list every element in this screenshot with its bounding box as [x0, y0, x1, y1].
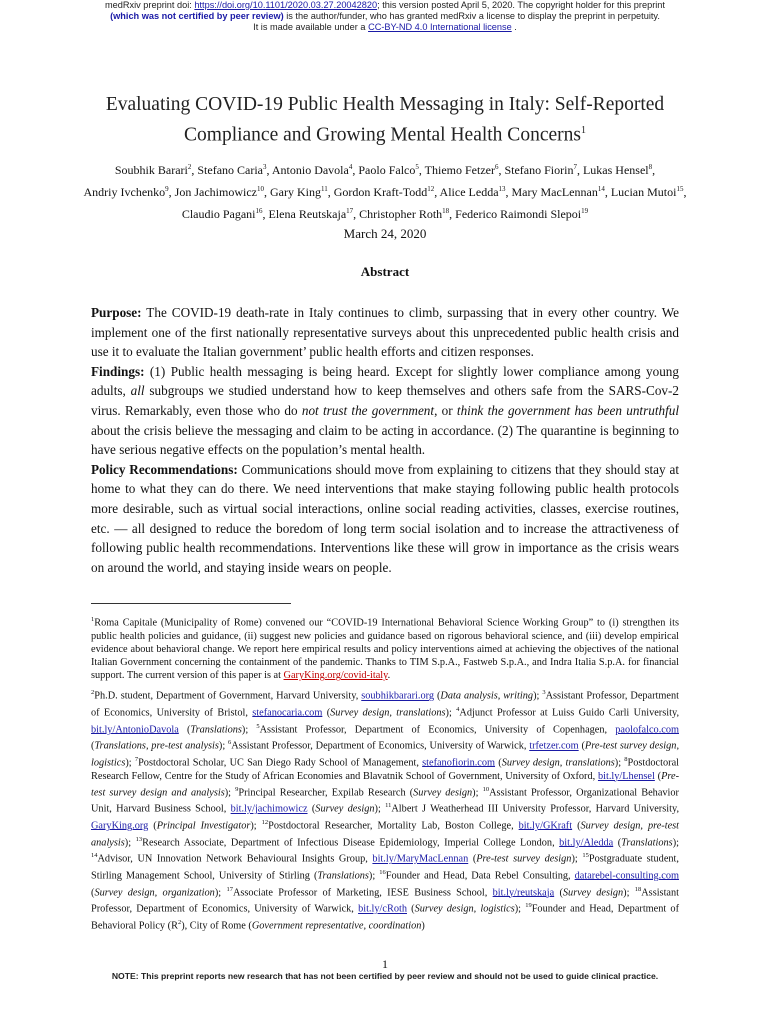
author-website-link[interactable]: bit.ly/Aledda: [559, 837, 614, 849]
affiliation-text: Principal Researcher, Expilab Research: [238, 787, 410, 799]
author-website-link[interactable]: bit.ly/cRoth: [358, 903, 407, 915]
author-website-link[interactable]: bit.ly/reutskaja: [492, 886, 555, 898]
separator: ;: [218, 886, 227, 898]
author-footnote-marker: 19: [581, 207, 589, 215]
author-footnote-marker: 7: [573, 163, 577, 171]
author-website-link[interactable]: datarebel-consulting.com: [574, 870, 679, 882]
author-role: Government representative, coordination: [251, 920, 422, 932]
affiliation-marker: 2: [91, 689, 95, 697]
doi-link[interactable]: https://doi.org/10.1101/2020.03.27.20042820: [194, 0, 378, 10]
author-role: Translations: [317, 870, 369, 882]
affiliation-marker: 3: [542, 689, 546, 697]
affiliation-text: ), City of Rome: [181, 920, 249, 932]
author-footnote-marker: 2: [187, 163, 192, 171]
findings-emphasis: all: [130, 383, 145, 399]
author-footnote-marker: 9: [165, 185, 169, 193]
author-website-link[interactable]: bit.ly/Lhensel: [597, 770, 655, 782]
findings-label: Findings:: [91, 363, 145, 379]
affiliation-marker: 10: [482, 785, 490, 793]
affiliation-text: Assistant Professor, Department of Economics, University of Warwick,: [91, 886, 680, 915]
author-name: Soubhik Barari: [114, 163, 188, 177]
separator: ;: [245, 724, 257, 736]
author-website-link[interactable]: bit.ly/jachimowicz: [230, 803, 308, 815]
license-link[interactable]: CC-BY-ND 4.0 International license: [368, 22, 512, 32]
author-name: Stefano Caria: [197, 163, 264, 177]
paper-date: March 24, 2020: [343, 226, 427, 241]
author-role: Survey design, pre-test analysis: [91, 820, 680, 849]
purpose-text: The COVID-19 death-rate in Italy continues to climb, surpassing that in every other country. We implement one of the first nationally representative surveys about this unprecedented public health crisis and use it to evaluate the Italian government’ public health efforts and citizen responses.: [91, 305, 679, 360]
footnote-1: [91, 613, 679, 682]
separator: ;: [448, 707, 457, 719]
author-website-link[interactable]: paolofalco.com: [615, 724, 679, 736]
author-name: Mary MacLennan: [511, 185, 598, 199]
peer-review-notice: (which was not certified by peer review): [110, 11, 284, 21]
author-footnote-marker: 12: [427, 185, 435, 193]
affiliation-marker: 16: [379, 868, 386, 876]
author-name: Antonio Davola: [271, 163, 349, 177]
author-role: Translations: [190, 724, 242, 736]
affiliation-text: Research Associate, Department of Infectious Disease Epidemiology, Imperial College London,: [142, 837, 560, 849]
policy-text: Communications should move from explaining to citizens that they should stay at home to what they can do there. We need interventions that make staying following public health protocols more desirable, such as virtual social interactions, online social reading activities, classes, exercise routines, etc. — all designed to reduce the boredom of long term social isolation and to increase the attractiveness of following public health recommendations. Interventions like these will grow in importance as the crisis wears on around the world, and staying inside wears on people.: [91, 461, 680, 575]
affiliation-text: Adjunct Professor at Luiss Guido Carli University,: [459, 707, 680, 719]
author-website-link[interactable]: trfetzer.com: [529, 740, 579, 752]
author-name: Andriy Ivchenko: [83, 185, 166, 199]
author-footnote-marker: 14: [597, 185, 605, 193]
separator: ;: [626, 886, 635, 898]
title-line-2: Compliance and Growing Mental Health Concerns: [184, 124, 581, 146]
affiliation-marker: 17: [226, 885, 233, 893]
author-role: Principal Investigator: [156, 820, 251, 832]
author-name: Alice Ledda: [439, 185, 499, 199]
affiliation-marker: 7: [134, 755, 139, 763]
affiliation-text: Assistant Professor, Department of Economics, University of Warwick,: [231, 740, 530, 752]
author-role: Survey design, organization: [94, 886, 215, 898]
affiliation-text: Postgraduate student, Stirling Management School, University of Stirling: [91, 853, 679, 882]
footnote-divider: [91, 603, 291, 604]
footnotes: [91, 613, 679, 936]
author-name: Elena Reutskaja: [268, 207, 347, 221]
author-website-link[interactable]: soubhikbarari.org: [361, 690, 434, 702]
affiliation-text: Founder and Head, Department of Behavioral Policy (R: [91, 903, 680, 932]
medrxiv-disclaimer: NOTE: This preprint reports new research that has not been certified by peer review and should not be used to guide clinical practice.: [111, 971, 659, 981]
author-name: Thiemo Fetzer: [424, 163, 495, 177]
affiliation-marker: 11: [385, 802, 392, 810]
author-role: Survey design: [413, 787, 473, 799]
affiliation-text: Postdoctoral Research Fellow, Centre for the Study of African Economies and Blavatnik School of Government, University of Oxford,: [91, 757, 679, 782]
author-website-link[interactable]: stefanocaria.com: [252, 707, 323, 719]
paper-title: [40, 92, 730, 149]
abstract-purpose: [91, 303, 679, 362]
separator: ;: [128, 757, 135, 769]
affiliation-marker: 15: [582, 852, 589, 860]
title-line-1: Evaluating COVID-19 Public Health Messaging in Italy: Self-Reported: [105, 94, 665, 115]
affiliation-text: Associate Professor of Marketing, IESE Business School,: [232, 886, 493, 898]
r-squared-superscript: 2: [177, 918, 182, 926]
footnote-marker: 1: [91, 616, 95, 623]
header-text: medRxiv preprint doi:: [105, 0, 195, 10]
page-number: 1: [382, 957, 388, 971]
findings-text: (1) Public health messaging is being heard. Except for slightly lower compliance among young adults,: [91, 363, 679, 399]
header-text: .: [511, 22, 517, 32]
author-name: Jon Jachimowicz: [174, 185, 257, 199]
affiliation-marker: 19: [525, 902, 532, 910]
author-name: Gary King: [269, 185, 321, 199]
abstract-body: [91, 303, 679, 577]
author-footnote-marker: 10: [256, 185, 264, 193]
title-footnote-marker: 1: [580, 125, 586, 136]
separator: ;: [372, 870, 380, 882]
affiliation-text: Albert J Weatherhead III University Professor, Harvard University,: [391, 803, 680, 815]
separator: ;: [228, 787, 236, 799]
findings-text: subgroups we studied understand how to keep themselves and others safe from the SARS-Cov-2 virus. Remarkably, even those who do: [91, 383, 679, 418]
separator: ;: [377, 803, 386, 815]
affiliation-text: Postdoctoral Researcher, Mortality Lab, Boston College,: [268, 820, 519, 832]
author-footnote-marker: 8: [648, 163, 653, 171]
author-footnote-marker: 5: [415, 163, 419, 171]
author-name: Federico Raimondi Slepoi: [455, 207, 582, 221]
affiliation-text: Advisor, UN Innovation Network Behavioural Insights Group,: [97, 853, 373, 865]
affiliation-text: Assistant Professor, Department of Economics, University of Bristol,: [91, 690, 679, 719]
author-footnote-marker: 6: [494, 163, 499, 171]
author-role: Survey design, translations: [501, 757, 615, 769]
author-role: Translations: [621, 837, 673, 849]
author-footnote-marker: 15: [676, 185, 684, 193]
author-footnote-marker: 4: [348, 163, 353, 171]
author-website-link[interactable]: bit.ly/MaryMacLennan: [372, 853, 469, 865]
author-name: Paolo Falco: [358, 163, 416, 177]
author-website-link[interactable]: bit.ly/AntonioDavola: [91, 724, 179, 736]
author-role: Data analysis, writing: [440, 690, 534, 702]
affiliation-marker: 13: [135, 835, 143, 843]
affiliation-marker: 5: [256, 722, 260, 730]
author-role: Translations, pre-test analysis: [94, 740, 219, 752]
affiliation-text: Postdoctoral Scholar, UC San Diego Rady School of Management,: [138, 757, 423, 769]
header-text: ; this version posted April 5, 2020. The copyright holder for this preprint: [377, 0, 665, 10]
affiliation-marker: 14: [91, 852, 98, 860]
author-name: Lukas Hensel: [582, 163, 649, 177]
separator: ;: [475, 787, 483, 799]
author-name: Lucian Mutoi: [610, 185, 677, 199]
separator: ;: [222, 740, 229, 752]
paper-url-link[interactable]: GaryKing.org/covid-italy: [283, 670, 388, 682]
author-role: Survey design: [562, 886, 624, 898]
affiliation-text: Assistant Professor, Department of Economics, University of Copenhagen,: [259, 724, 616, 736]
author-name: Gordon Kraft-Todd: [333, 185, 428, 199]
author-role: Survey design, translations: [330, 707, 446, 719]
author-website-link[interactable]: bit.ly/GKraft: [518, 820, 573, 832]
findings-text: , or: [434, 402, 457, 418]
author-name: Christopher Roth: [359, 207, 443, 221]
author-footnote-marker: 16: [255, 207, 263, 215]
separator: ;: [676, 837, 679, 849]
header-text: It is made available under a: [253, 22, 369, 32]
affiliation-marker: 6: [228, 739, 232, 747]
separator: ;: [518, 903, 526, 915]
policy-label: Policy Recommendations:: [91, 461, 238, 477]
findings-emphasis: think the government has been untruthful: [456, 402, 679, 418]
affiliation-marker: 8: [624, 755, 628, 763]
purpose-label: Purpose:: [91, 305, 142, 320]
abstract-heading: Abstract: [360, 264, 410, 279]
affiliation-marker: 12: [261, 819, 269, 827]
author-affiliations: $^2$Ph.D. student, Department of Government, Harvard University, soubhikbarari.org (Data analysis, writing); $^3$Assistant Professor, Department of Economics, University of Bristol, stefanocaria.com (Survey design, translations); $^4$Adjunct Professor at Luiss Guido Carli University, bit.ly/AntonioDavola (Translations); $^5$Assistant Professor, Department of Economics, University of Copenhagen, paolofalco.com (Translations, pre-test analysis); $^6$Assistant Professor, Department of Economics, University of Warwick, trfetzer.com (Pre-test survey design, logistics); $^7$Postdoctoral Scholar, UC San Diego Rady School of Management, stefanofiorin.com (Survey design, translations); $^8$Postdoctoral Research Fellow, Centre for the Study of African Economies and Blavatnik School of Government, University of Oxford, bit.ly/Lhensel (Pre-test survey design and analysis); $^9$Principal Researcher, Expilab Research (Survey design); $^{10}$Assistant Professor, Organizational Behavior Unit, Harvard Business School, bit.ly/jachimowicz (Survey design); $^{11}$Albert J Weatherhead III University Professor, Harvard University, GaryKing.org (Principal Investigator); $^{12}$Postdoctoral Researcher, Mortality Lab, Boston College, bit.ly/GKraft (Survey design, pre-test analysis); $^{13}$Research Associate, Department of Infectious Disease Epidemiology, Imperial College London, bit.ly/Aledda (Translations); $^{14}$Advisor, UN Innovation Network Behavioural Insights Group, bit.ly/MaryMacLennan (Pre-test survey design); $^{15}$Postgraduate student, Stirling Management School, University of Stirling (Translations); $^{16}$Founder and Head, Data Rebel Consulting, datarebel-consulting.com (Survey design, organization); $^{17}$Associate Professor of Marketing, IESE Business School, bit.ly/reutskaja (Survey design); $^{18}$Assistant Professor, Department of Economics, University of Warwick, bit.ly/cRoth (Survey design, logistics); $^{19}$Founder and Head, Department of Behavioral Policy $(R^2)$, City of Rome (Government representative, coordination): [91, 689, 680, 932]
header-text: is the author/funder, who has granted medRxiv a license to display the preprint in perpetuity.: [283, 11, 660, 21]
author-website-link[interactable]: stefanofiorin.com: [422, 757, 496, 769]
affiliation-marker: 9: [235, 785, 239, 793]
affiliation-marker: 4: [456, 706, 460, 714]
author-footnote-marker: 3: [263, 163, 267, 171]
author-list: Soubhik Barari$^2$, Stefano Caria$^3$, Antonio Davola$^4$, Paolo Falco$^5$, Thiemo Fetzer$^6$, Stefano Fiorin$^7$, Lukas Hensel$^8$, Andriy Ivchenko$^9$, Jon Jachimowicz$^{10}$, Gary King$^{11}$, Gordon Kraft-Todd$^{12}$, Alice Ledda$^{13}$, Mary MacLennan$^{14}$, Lucian Mutoi$^{15}$, Claudio Pagani$^{16}$, Elena Reutskaja$^{17}$, Christopher Roth$^{18}$, Federico Raimondi Slepoi$^{19}$: [83, 163, 687, 221]
author-role: Survey design, logistics: [414, 903, 515, 915]
author-footnote-marker: 11: [320, 185, 328, 193]
separator: ;: [618, 757, 625, 769]
author-footnote-marker: 13: [498, 185, 506, 193]
author-name: Stefano Fiorin: [504, 163, 574, 177]
affiliation-text: Ph.D. student, Department of Government, Harvard University,: [94, 690, 362, 702]
author-role: Survey design: [315, 803, 375, 815]
author-name: Claudio Pagani: [181, 207, 256, 221]
author-footnote-marker: 18: [442, 207, 450, 215]
author-role: Pre-test survey design and analysis: [91, 770, 679, 799]
abstract-findings: [91, 362, 679, 460]
separator: ;: [253, 820, 262, 832]
findings-text: about the crisis believe the messaging and claim to be acting in accordance. (2) The quarantine is beginning to have serious negative effects on the population’s mental health.: [91, 422, 679, 458]
findings-emphasis: not trust the government: [301, 402, 435, 418]
separator: ;: [574, 853, 583, 865]
author-role: Pre-test survey design, logistics: [91, 740, 680, 769]
affiliation-marker: 18: [634, 885, 642, 893]
affiliation-text: Assistant Professor, Organizational Behavior Unit, Harvard Business School,: [91, 787, 679, 815]
author-role: Pre-test survey design: [476, 853, 572, 865]
author-footnote-marker: 17: [346, 207, 354, 215]
separator: ;: [536, 690, 543, 702]
footnote-text: Roma Capitale (Municipality of Rome) convened our “COVID-19 International Behavioral Science Working Group” to (i) strengthen its public health policies and guidance, (ii) suggest new policies and guidance based on rigorous behavioral science, and (iii) develop empirical evidence about behavioral change. We report here empirical results and policy interventions aimed at achieving the objectives of the national Italian Government concerning the containment of the pandemic. Thanks to TIM S.p.A., Fastweb S.p.A., and Indra Italia S.p.A. for financial support. The current version of this paper is at: [91, 617, 679, 682]
separator: ;: [128, 837, 136, 849]
author-website-link[interactable]: GaryKing.org: [91, 820, 149, 832]
affiliation-text: Founder and Head, Data Rebel Consulting,: [385, 870, 575, 882]
footnote-text: .: [387, 670, 391, 682]
abstract-policy: [91, 460, 679, 578]
preprint-header: [0, 0, 770, 33]
